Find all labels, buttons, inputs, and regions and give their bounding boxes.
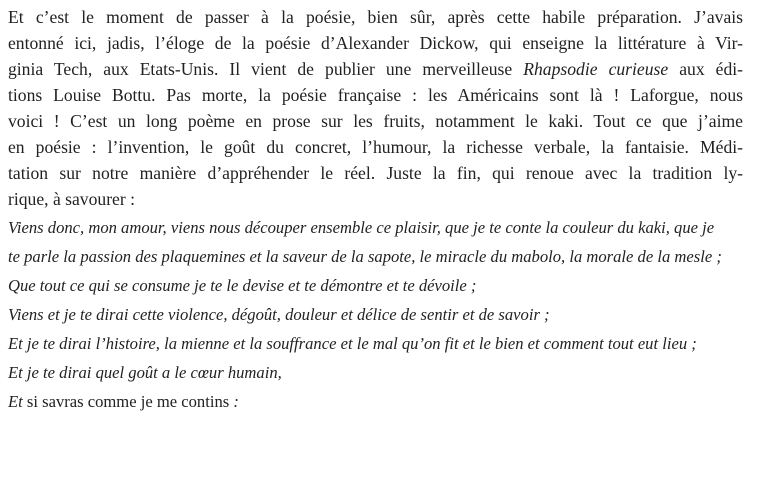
paragraph-line — [8, 56, 743, 82]
verse-line: Que tout ce qui se consume je te le devise et te démontre et te dévoile ; — [8, 276, 477, 295]
verse-line: Viens donc, mon amour, viens nous découper ensemble ce plaisir, que je te conte la couleur du kaki, que je — [8, 218, 715, 237]
paragraph-line: rique, à savourer : — [8, 189, 136, 209]
paragraph-line: voici ! C’est un long poème en prose sur les fruits, notamment le kaki. Tout ce que j’aime — [8, 111, 743, 131]
paragraph-line: tation sur notre manière d’appréhender le réel. Juste la fin, qui renoue avec la tradition ly- — [8, 163, 743, 183]
verse-roman-text: si savras comme je me contins — [22, 392, 230, 411]
paragraph-line: en poésie : l’invention, le goût du concret, l’humour, la richesse verbale, la fantaisie. Médi- — [8, 137, 743, 157]
paragraph-line: entonné ici, jadis, l’éloge de la poésie d’Alexander Dickow, qui enseigne la littérature à Vir- — [8, 33, 743, 53]
verse-line: te parle la passion des plaquemines et la saveur de la sapote, le miracle du mabolo, la morale de la mesle ; — [8, 247, 722, 266]
paragraph-text: aux édi- — [679, 59, 744, 79]
paragraph-line: tions Louise Bottu. Pas morte, la poésie française : les Américains sont là ! Laforgue, nous — [8, 85, 743, 105]
verse-line: Viens et je te dirai cette violence, dégoût, douleur et délice de sentir et de savoir ; — [8, 305, 550, 324]
paragraph-text: ginia Tech, aux Etats-Unis. Il vient de publier une merveilleuse — [8, 59, 513, 79]
book-title: Rhapsodie curieuse — [523, 59, 669, 79]
verse-line: Et je te dirai l’histoire, la mienne et la souffrance et le mal qu’on fit et le bien et comment tout eut lieu ; — [8, 334, 697, 353]
paragraph-line: Et c’est le moment de passer à la poésie, bien sûr, après cette habile préparation. J’avais — [8, 7, 743, 27]
verse-italic-end: : — [229, 392, 239, 411]
verse-line-last — [8, 389, 239, 415]
verse-italic-start: Et — [8, 392, 23, 411]
verse-line: Et je te dirai quel goût a le cœur humain, — [8, 363, 282, 382]
